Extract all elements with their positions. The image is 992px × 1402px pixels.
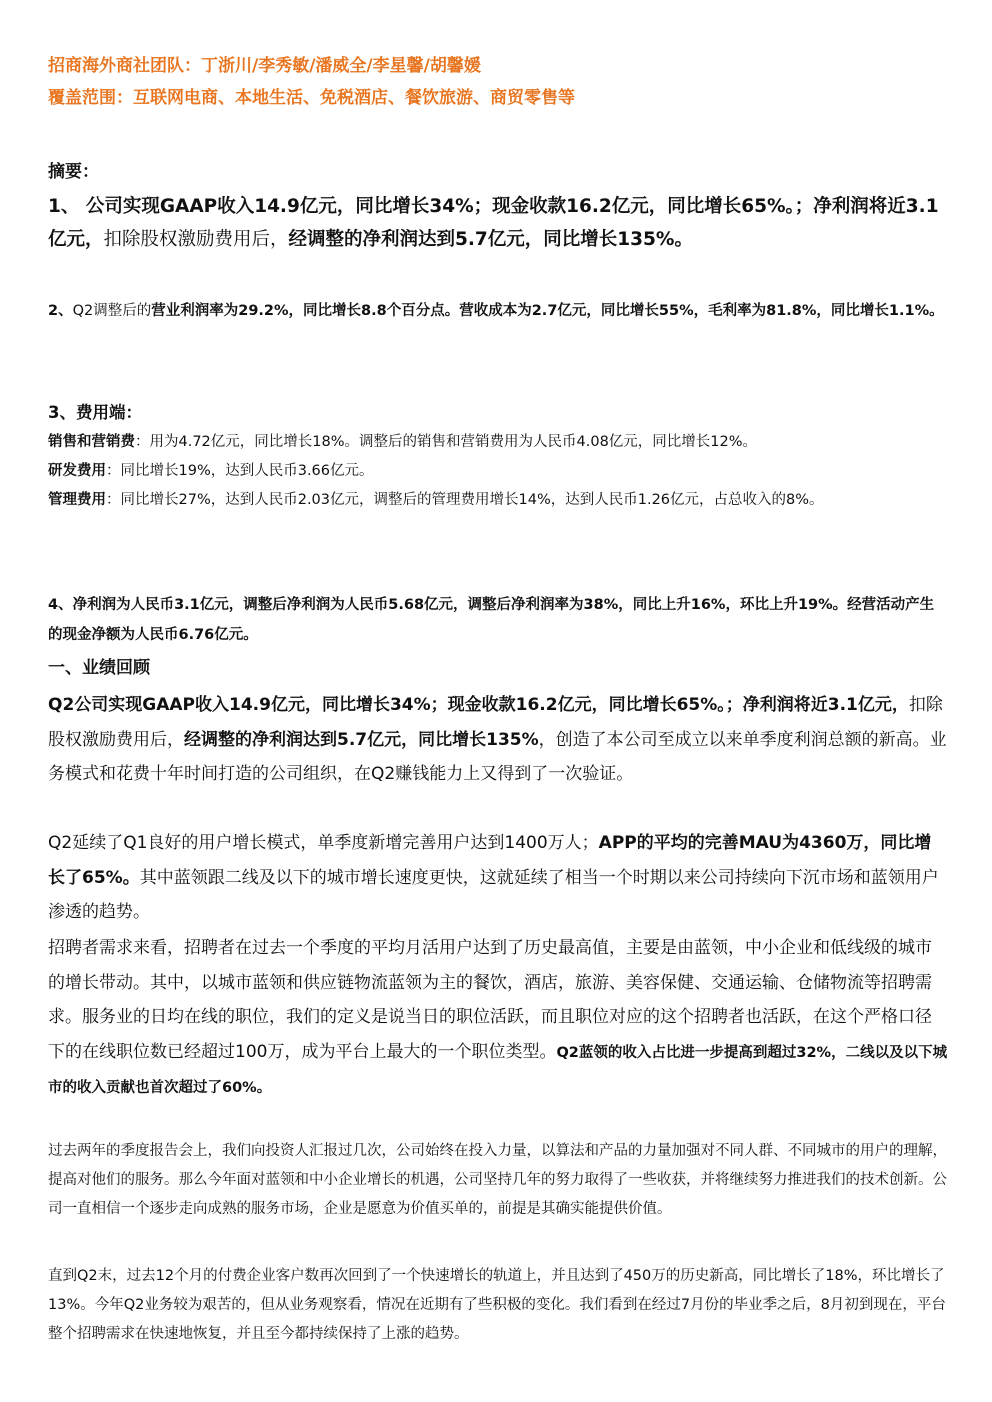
admin-expense-label: 管理费用 <box>48 492 106 508</box>
para2-plain-c: 其中蓝领跟二线及以下的城市增长速度更快，这就延续了相当一个时期以来公司持续向下沉市场和蓝领用户渗透的趋势。 <box>48 867 939 922</box>
review-paragraph-5 <box>48 1262 948 1349</box>
sales-expense-line <box>48 428 948 457</box>
summary-title: 摘要： <box>48 162 99 182</box>
para4-text: 过去两年的季度报告会上，我们向投资人汇报过几次，公司始终在投入力量，以算法和产品的力量加强对不同人群、不同城市的用户的理解，提高对他们的服务。那么今年面对蓝领和中小企业增长的机遇，公司坚持几年的努力取得了一些收获，并将继续努力推进我们的技术创新。公司一直相信一个逐步走向成熟的服务市场，企业是愿意为价值买单的，前提是其确实能提供价值。 <box>48 1143 947 1217</box>
para3-plain-a: 招聘者需求来看，招聘者在过去一个季度的平均月活用户达到了历史最高值，主要是由蓝领，中小企业和低线级的城市的增长带动。其中，以城市蓝领和供应链物流蓝领为主的餐饮，酒店，旅游、美容保健、交通运输、仓储物流等招聘需求。服务业的日均在线的职位，我们的定义是说当日的职位活跃，而且职位对应的这个招聘者也活跃，在这个严格口径下的在线职位数已经超过100万，成为平台上最大的一个职位类型。 <box>48 938 932 1062</box>
section-title: 一、业绩回顾 <box>48 658 150 678</box>
team-line: 招商海外商社团队：丁浙川/李秀敏/潘威全/李星馨/胡馨媛 <box>48 56 481 76</box>
item2-bold: 营业利润率为29.2%，同比增长8.8个百分点。营收成本为2.7亿元，同比增长55%，毛利率为81.8%，同比增长1.1%。 <box>151 303 944 319</box>
para2-plain-a: Q2延续了Q1良好的用户增长模式，单季度新增完善用户达到1400万人； <box>48 833 599 853</box>
para1-plain-d: ，创造了本公司至成立以来单季度利润总额的新高。业务模式和花费十年时间打造的公司组织，在Q2赚钱能力上又得到了一次验证。 <box>48 729 947 784</box>
review-paragraph-3 <box>48 931 948 1106</box>
item2-plain: Q2调整后的 <box>72 303 152 319</box>
para1-bold-a: Q2公司实现GAAP收入14.9亿元，同比增长34%；现金收款16.2亿元，同比增长65%。；净利润将近3.1亿元， <box>48 695 909 715</box>
sales-expense-label: 销售和营销费 <box>48 434 135 450</box>
summary-item-3 <box>48 398 948 515</box>
admin-expense-text: ：同比增长27%，达到人民币2.03亿元，调整后的管理费用增长14%，达到人民币1.26亿元，占总收入的8%。 <box>106 492 824 508</box>
item4-text: 4、净利润为人民币3.1亿元，调整后净利润为人民币5.68亿元，调整后净利润率为38%，同比上升16%，环比上升19%。经营活动产生的现金净额为人民币6.76亿元。 <box>48 597 935 643</box>
item1-plain: 扣除股权激励费用后， <box>103 229 289 250</box>
review-paragraph-4 <box>48 1137 948 1224</box>
para3-bold-b: Q2蓝领的收入占比进一步提高到超过32%，二线以及以下城市的收入贡献也首次超过了60%。 <box>48 1044 948 1096</box>
review-paragraph-1 <box>48 688 948 792</box>
sales-expense-text: ：用为4.72亿元，同比增长18%。调整后的销售和营销费用为人民币4.08亿元，同比增长12%。 <box>135 434 758 450</box>
review-paragraph-2 <box>48 826 948 930</box>
summary-item-4 <box>48 590 948 650</box>
para1-plain-b: 扣除股权激励费用后， <box>48 695 943 750</box>
expense-title: 3、费用端： <box>48 403 142 422</box>
rd-expense-label: 研发费用 <box>48 463 106 479</box>
para1-bold-c: 经调整的净利润达到5.7亿元，同比增长135% <box>184 729 539 750</box>
para5-text: 直到Q2末，过去12个月的付费企业客户数再次回到了一个快速增长的轨道上，并且达到了450万的历史新高，同比增长了18%，环比增长了13%。今年Q2业务较为艰苦的，但从业务观察看，情况在近期有了些积极的变化。我们看到在经过7月份的毕业季之后，8月初到现在，平台整个招聘需求在快速地恢复，并且至今都持续保持了上涨的趋势。 <box>48 1268 946 1342</box>
summary-item-2 <box>48 296 948 326</box>
rd-expense-text: ：同比增长19%，达到人民币3.66亿元。 <box>106 463 374 479</box>
rd-expense-line <box>48 457 948 486</box>
para2-bold-b: APP的平均的完善MAU为4360万，同比增长了65%。 <box>48 833 932 888</box>
admin-expense-line <box>48 486 948 515</box>
item1-bold-c: 经调整的净利润达到5.7亿元，同比增长135%。 <box>288 229 693 250</box>
report-header <box>48 50 575 114</box>
item1-bold-a: 1、 公司实现GAAP收入14.9亿元，同比增长34%；现金收款16.2亿元，同比增长65%。；净利润将近3.1亿元， <box>48 196 939 250</box>
summary-item-1 <box>48 190 948 256</box>
coverage-line: 覆盖范围：互联网电商、本地生活、免税酒店、餐饮旅游、商贸零售等 <box>48 88 575 108</box>
item2-number: 2、 <box>48 303 73 319</box>
